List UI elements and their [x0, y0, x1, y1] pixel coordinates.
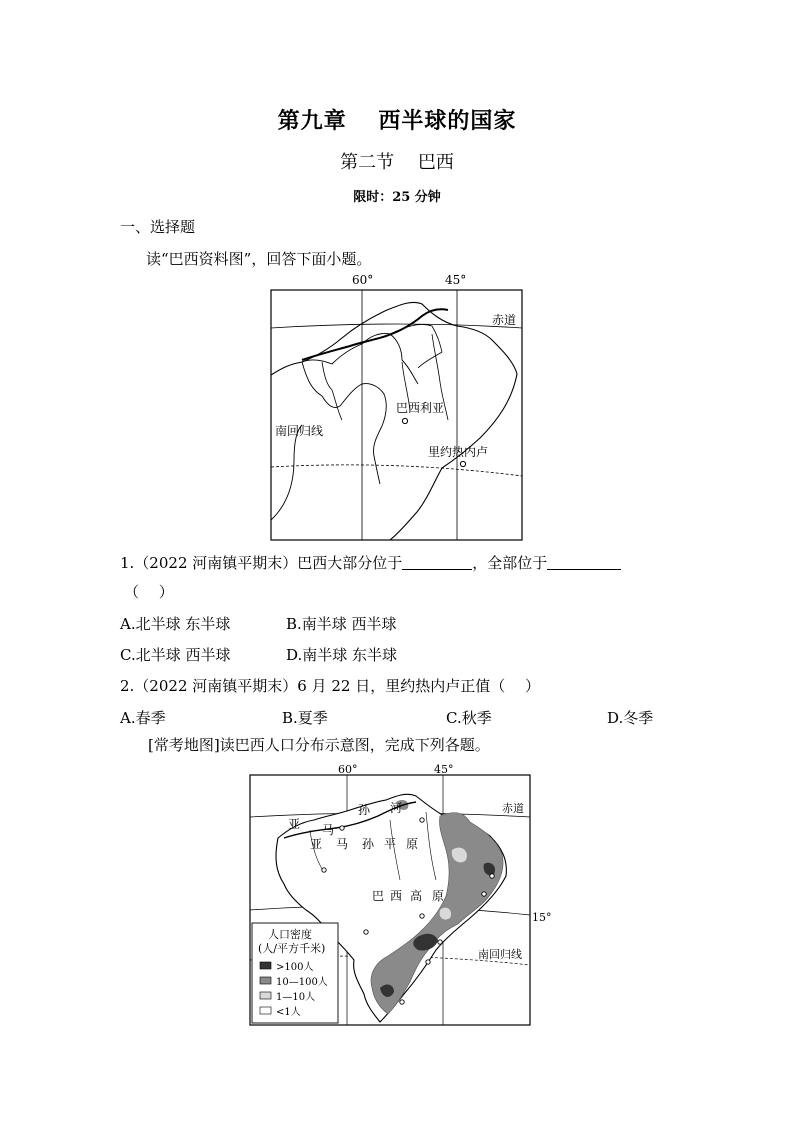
map2-plain-3: 孙	[362, 837, 375, 851]
legend-item-1: >100人	[276, 962, 314, 973]
question-2: 2.（2022 河南镇平期末）6 月 22 日，里约热内卢正值（ ）	[120, 677, 540, 695]
map2-plain-4: 平	[384, 837, 397, 851]
section-title: 第二节 巴西	[340, 152, 454, 173]
q2-option-b[interactable]: B.夏季	[282, 709, 328, 727]
legend-item-2: 10—100人	[276, 977, 328, 988]
q2-option-a[interactable]: A.春季	[120, 709, 166, 727]
q1-option-c[interactable]: C.北半球 西半球	[120, 646, 231, 664]
population-map	[240, 760, 560, 1030]
map2-plateau-3: 高	[410, 889, 423, 903]
legend-title-1: 人口密度	[268, 928, 312, 941]
map2-plain-1: 亚	[310, 837, 323, 851]
q1-prefix: 1.（2022 河南镇平期末）巴西大部分位于	[120, 554, 403, 572]
q2-option-d[interactable]: D.冬季	[607, 709, 654, 727]
intro-text-2: [常考地图]读巴西人口分布示意图，完成下列各题。	[148, 736, 490, 754]
map2-river-1: 亚	[288, 817, 301, 831]
q1-paren: （ ）	[124, 583, 174, 601]
legend-item-4: <1人	[276, 1007, 301, 1018]
map2-lon-60: 60°	[338, 763, 358, 776]
map1-city-brasilia: 巴西利亚	[396, 401, 445, 415]
q1-option-a[interactable]: A.北半球 东半球	[120, 615, 231, 633]
map2-plateau-2: 西	[390, 889, 403, 903]
map2-plateau-1: 巴	[372, 889, 385, 903]
section-heading: 一、选择题	[120, 218, 196, 236]
map2-river-3: 孙	[358, 803, 371, 817]
map1-equator-label: 赤道	[492, 313, 517, 327]
map1-lon-60: 60°	[352, 273, 374, 287]
map2-plain-2: 马	[336, 837, 349, 851]
map2-lon-45: 45°	[434, 763, 454, 776]
map2-plain-5: 原	[406, 837, 419, 851]
q1-option-d[interactable]: D.南半球 东半球	[286, 646, 398, 664]
time-limit: 限时：25 分钟	[353, 190, 441, 205]
q1-mid: ，全部位于	[472, 554, 548, 572]
chapter-title: 第九章 西半球的国家	[277, 108, 517, 134]
map2-river-2: 马	[322, 823, 335, 837]
intro-text-1: 读“巴西资料图”，回答下面小题。	[146, 250, 372, 268]
map1-city-rio: 里约热内卢	[428, 445, 489, 459]
q1-blank-1[interactable]	[402, 554, 472, 570]
legend-title-2: (人/平方千米)	[258, 942, 326, 955]
q2-option-c[interactable]: C.秋季	[446, 709, 492, 727]
map2-tropic-label: 南回归线	[478, 948, 522, 961]
question-1	[120, 552, 621, 573]
legend-item-3: 1—10人	[276, 992, 316, 1003]
q1-option-b[interactable]: B.南半球 西半球	[286, 615, 397, 633]
map2-plateau-4: 原	[432, 889, 445, 903]
map1-tropic-label: 南回归线	[275, 424, 324, 438]
map2-river-4: 河	[390, 801, 403, 815]
q1-blank-2[interactable]	[547, 554, 621, 570]
map2-lat-15: 15°	[532, 911, 552, 924]
map1-lon-45: 45°	[445, 273, 467, 287]
map2-equator-label: 赤道	[502, 802, 524, 815]
brazil-map	[262, 270, 532, 546]
